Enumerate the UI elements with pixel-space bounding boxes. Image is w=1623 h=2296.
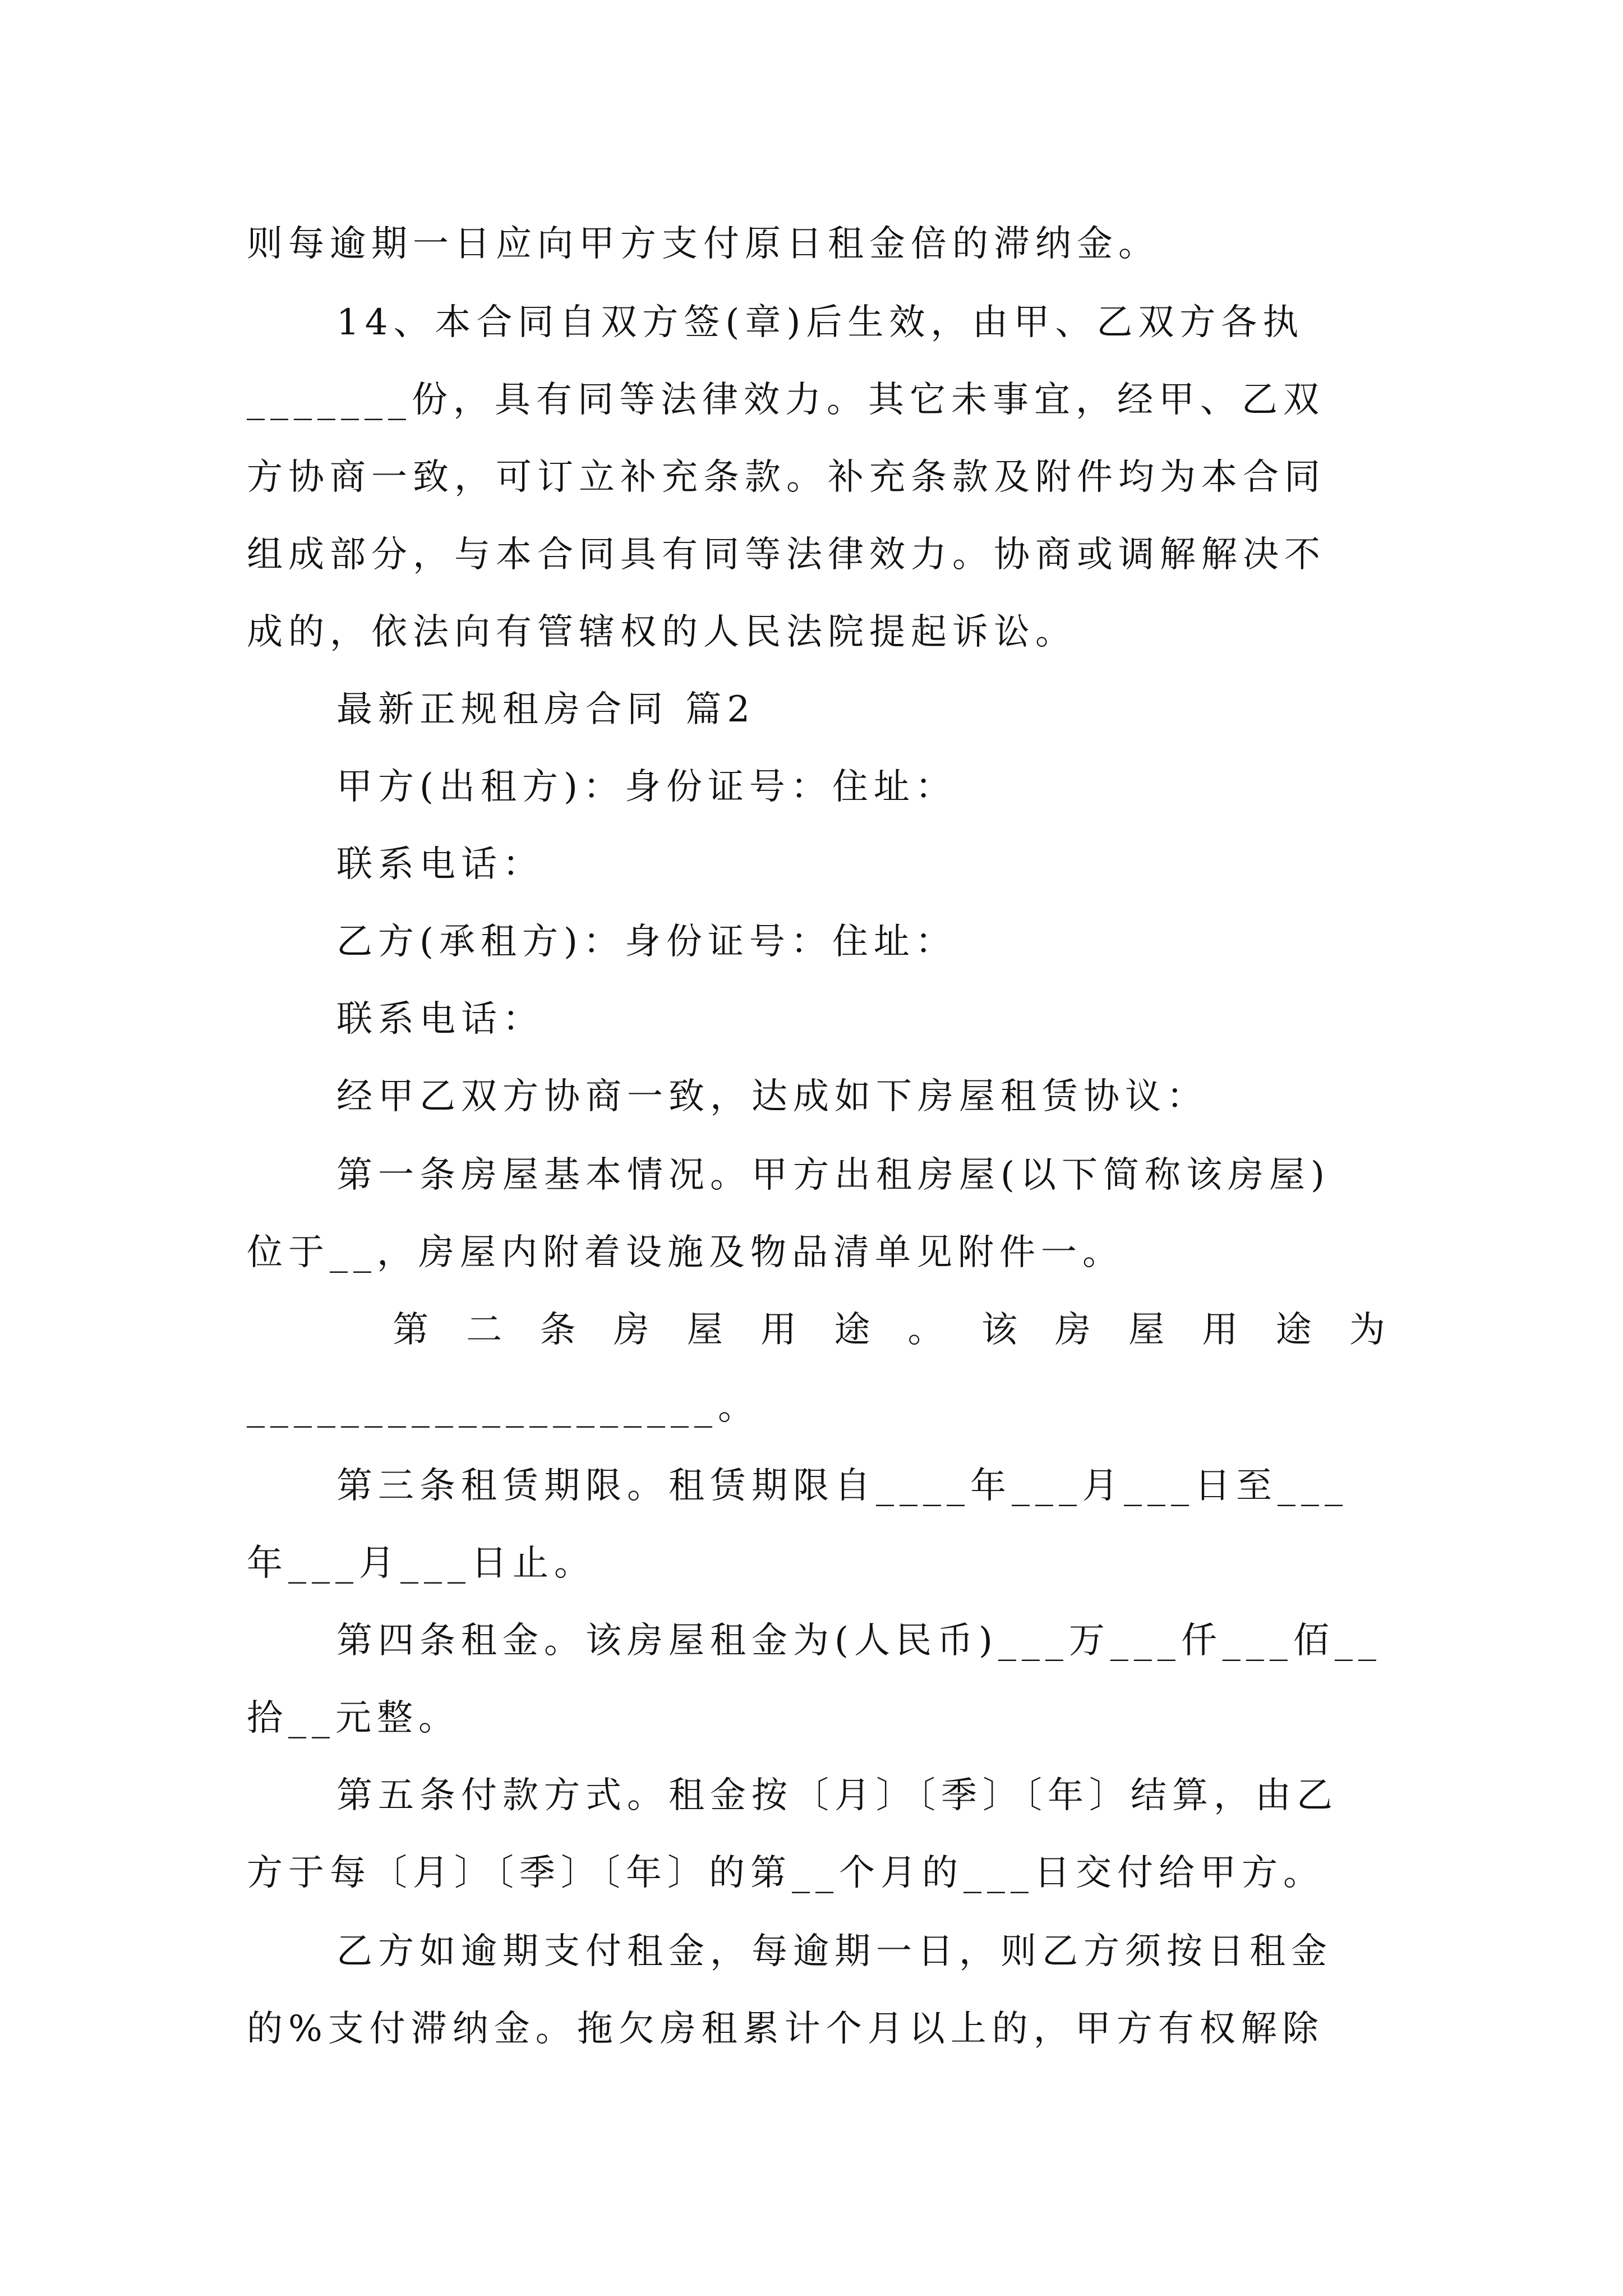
text-line: 第一条房屋基本情况。甲方出租房屋(以下简称该房屋): [336, 1154, 1330, 1196]
spread-char: 第: [393, 1309, 428, 1351]
text-line: 的%支付滞纳金。拖欠房租累计个月以上的，甲方有权解除: [247, 2008, 1324, 2050]
text-line: 年___月___日止。: [247, 1543, 596, 1584]
text-line: _______份，具有同等法律效力。其它未事宜，经甲、乙双: [247, 379, 1325, 421]
text-line: 组成部分，与本合同具有同等法律效力。协商或调解解决不: [247, 534, 1326, 576]
text-line: 甲方(出租方)：身份证号：住址：: [336, 766, 957, 808]
spread-char: 。: [907, 1309, 944, 1351]
spread-char: 该: [981, 1309, 1017, 1351]
spread-char: 房: [613, 1309, 649, 1351]
text-line: 14、本合同自双方签(章)后生效，由甲、乙双方各执: [336, 302, 1304, 343]
spread-char: 屋: [686, 1309, 723, 1351]
spread-char: 条: [540, 1309, 576, 1351]
spread-char: 用: [1202, 1309, 1238, 1351]
text-line: 联系电话：: [336, 999, 544, 1040]
text-line: 则每逾期一日应向甲方支付原日租金倍的滞纳金。: [247, 223, 1160, 265]
spread-char: 二: [466, 1309, 502, 1351]
text-line: 联系电话：: [336, 844, 544, 885]
text-line: 第三条租赁期限。租赁期限自____年___月___日至___: [336, 1465, 1348, 1507]
text-line: 第四条租金。该房屋租金为(人民币)___万___仟___佰__: [336, 1620, 1382, 1662]
spread-char: 屋: [1128, 1309, 1165, 1351]
spread-char: 用: [760, 1309, 797, 1351]
text-line: 乙方(承租方)：身份证号：住址：: [336, 921, 957, 963]
spread-char: 途: [834, 1309, 870, 1351]
spread-char: 房: [1054, 1309, 1091, 1351]
text-line: 位于__，房屋内附着设施及物品清单见附件一。: [247, 1232, 1124, 1273]
section-heading: 最新正规租房合同 篇2: [336, 689, 756, 730]
text-line: 乙方如逾期支付租金，每逾期一日，则乙方须按日租金: [336, 1931, 1332, 1972]
text-line: 第五条付款方式。租金按〔月〕〔季〕〔年〕结算，由乙: [336, 1775, 1338, 1816]
text-line: 经甲乙双方协商一致，达成如下房屋租赁协议：: [336, 1076, 1208, 1117]
text-line: 方于每〔月〕〔季〕〔年〕的第__个月的___日交付给甲方。: [247, 1852, 1325, 1894]
spread-char: 途: [1275, 1309, 1312, 1351]
text-line: 成的，依法向有管辖权的人民法院提起诉讼。: [247, 611, 1077, 653]
spread-text-line: [393, 1305, 1385, 1355]
spread-char: 为: [1349, 1309, 1385, 1351]
text-line: 拾__元整。: [247, 1697, 460, 1739]
text-line: 方协商一致，可订立补充条款。补充条款及附件均为本合同: [247, 457, 1326, 498]
text-line: ____________________。: [247, 1387, 759, 1428]
